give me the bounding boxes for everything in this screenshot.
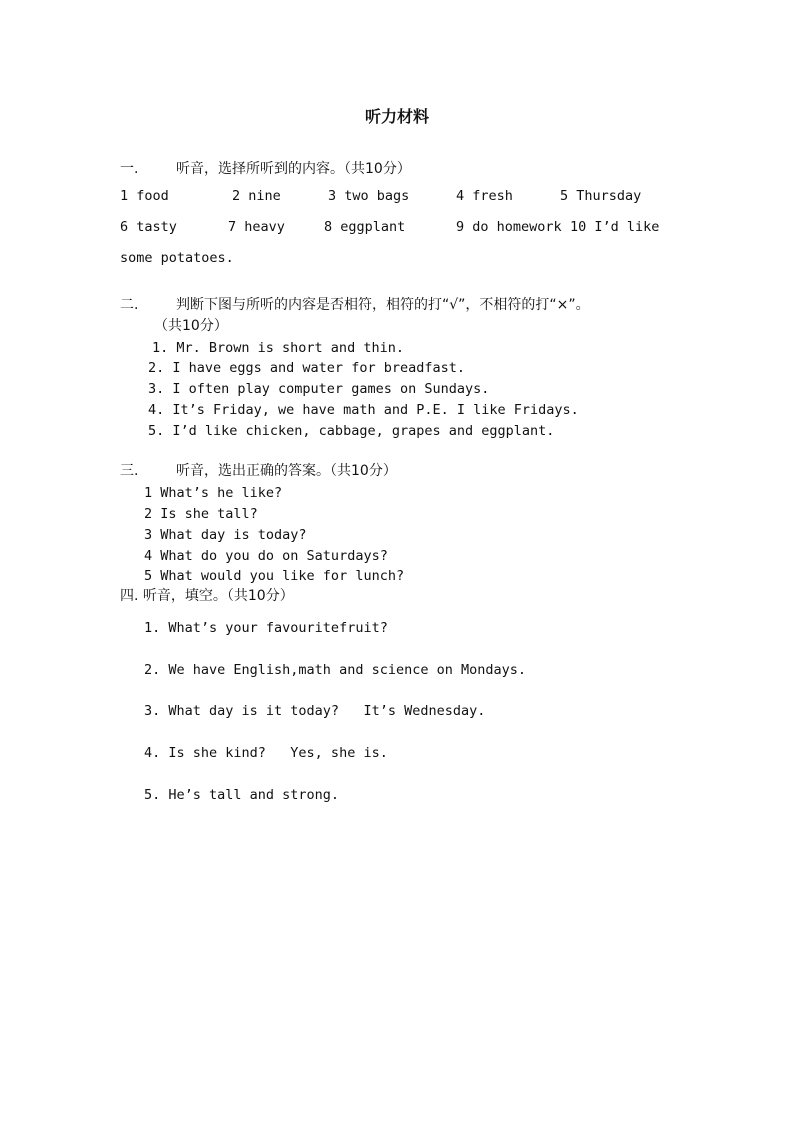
choice-9: 9 do homework xyxy=(456,219,562,235)
page-title: 听力材料 xyxy=(364,107,429,126)
choice-10: 10 I’d like xyxy=(570,219,660,235)
list-item: 5. I’d like chicken, cabbage, grapes and eggplant. xyxy=(148,423,555,439)
list-item: 1. What’s your favouritefruit? xyxy=(144,620,388,636)
list-item: 2. We have English,math and science on Mondays. xyxy=(144,662,527,678)
list-item: 2. I have eggs and water for breadfast. xyxy=(148,360,465,376)
list-item: 4. It’s Friday, we have math and P.E. I like Fridays. xyxy=(148,402,579,418)
list-item: 1 What’s he like? xyxy=(144,485,283,501)
list-item: 5 What would you like for lunch? xyxy=(144,568,405,584)
list-item: 1. Mr. Brown is short and thin. xyxy=(152,340,404,356)
choice-7: 7 heavy xyxy=(228,219,285,235)
list-item: 3. What day is it today? It’s Wednesday. xyxy=(144,703,486,719)
choice-6: 6 tasty xyxy=(120,219,177,235)
list-item: 4. Is she kind? Yes, she is. xyxy=(144,745,388,761)
section3-number: 三. xyxy=(120,463,139,479)
section2-number: 二. xyxy=(120,297,139,313)
list-item: 3. I often play computer games on Sundays. xyxy=(148,381,490,397)
choice-2: 2 nine xyxy=(232,188,281,204)
choice-3: 3 two bags xyxy=(328,188,410,204)
list-item: 3 What day is today? xyxy=(144,527,307,543)
list-item: 5. He’s tall and strong. xyxy=(144,787,340,803)
section1-number: 一. xyxy=(120,161,139,177)
choice-1: 1 food xyxy=(120,188,169,204)
section2-points: （共10分） xyxy=(154,318,228,334)
section3-heading: 听音，选出正确的答案。（共10分） xyxy=(176,463,397,479)
choice-10-continuation: some potatoes. xyxy=(120,250,234,266)
section4-heading: 四. 听音，填空。（共10分） xyxy=(120,588,294,604)
section1-heading: 听音，选择所听到的内容。（共10分） xyxy=(176,161,411,177)
list-item: 2 Is she tall? xyxy=(144,506,258,522)
choice-8: 8 eggplant xyxy=(324,219,406,235)
choice-5: 5 Thursday xyxy=(560,188,642,204)
section2-heading: 判断下图与所听的内容是否相符，相符的打“√”，不相符的打“×”。 xyxy=(176,297,590,313)
list-item: 4 What do you do on Saturdays? xyxy=(144,548,388,564)
choice-4: 4 fresh xyxy=(456,188,513,204)
